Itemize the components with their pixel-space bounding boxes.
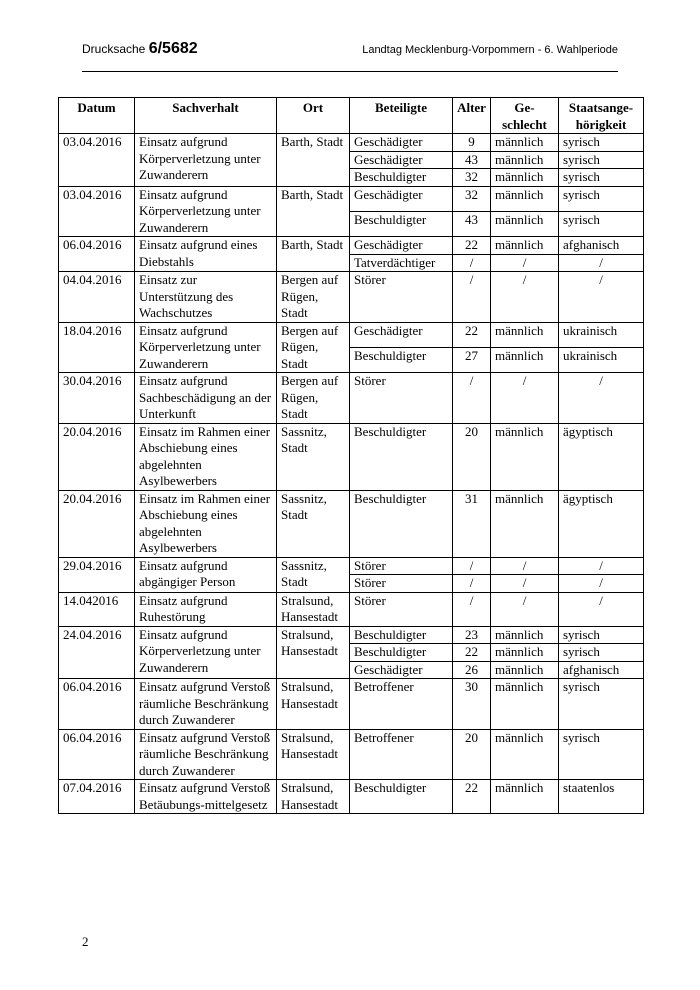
cell-staatsangehoerigkeit: / <box>559 557 644 575</box>
cell-datum: 07.04.2016 <box>59 780 135 814</box>
cell-beteiligte: Beschuldigter <box>350 423 453 490</box>
cell-alter: 20 <box>453 729 491 780</box>
cell-geschlecht: männlich <box>491 644 559 662</box>
cell-ort: Stralsund, Hansestadt <box>277 780 350 814</box>
cell-ort: Stralsund, Hansestadt <box>277 679 350 730</box>
header-divider <box>82 71 618 72</box>
cell-geschlecht: / <box>491 557 559 575</box>
cell-datum: 06.04.2016 <box>59 237 135 272</box>
cell-staatsangehoerigkeit: syrisch <box>559 186 644 211</box>
cell-datum: 29.04.2016 <box>59 557 135 592</box>
cell-ort: Bergen auf Rügen, Stadt <box>277 272 350 323</box>
cell-datum: 20.04.2016 <box>59 490 135 557</box>
cell-datum: 30.04.2016 <box>59 373 135 424</box>
cell-alter: 27 <box>453 347 491 372</box>
cell-beteiligte: Beschuldigter <box>350 644 453 662</box>
cell-alter: 22 <box>453 237 491 255</box>
cell-staatsangehoerigkeit: afghanisch <box>559 661 644 679</box>
cell-datum: 06.04.2016 <box>59 729 135 780</box>
cell-geschlecht: / <box>491 254 559 272</box>
table-row <box>59 780 644 814</box>
cell-geschlecht: männlich <box>491 151 559 169</box>
cell-ort: Stralsund, Hansestadt <box>277 592 350 626</box>
table-body <box>59 134 644 814</box>
parliament-header: Landtag Mecklenburg-Vorpommern - 6. Wahlperiode <box>362 44 618 56</box>
cell-datum: 20.04.2016 <box>59 423 135 490</box>
cell-alter: / <box>453 373 491 424</box>
table-row <box>59 186 644 211</box>
cell-alter: 30 <box>453 679 491 730</box>
cell-staatsangehoerigkeit: / <box>559 272 644 323</box>
cell-alter: / <box>453 557 491 575</box>
col-header-sachverhalt: Sachverhalt <box>135 98 277 134</box>
cell-beteiligte: Betroffener <box>350 679 453 730</box>
col-header-beteiligte: Beteiligte <box>350 98 453 134</box>
cell-beteiligte: Geschädigter <box>350 134 453 152</box>
cell-staatsangehoerigkeit: syrisch <box>559 644 644 662</box>
cell-sachverhalt: Einsatz zur Unterstützung des Wachschutzes <box>135 272 277 323</box>
page-number: 2 <box>82 934 89 949</box>
cell-ort: Sassnitz, Stadt <box>277 423 350 490</box>
cell-staatsangehoerigkeit: syrisch <box>559 679 644 730</box>
cell-ort: Barth, Stadt <box>277 186 350 237</box>
drucksache-label: Drucksache <box>82 42 149 56</box>
cell-sachverhalt: Einsatz im Rahmen einer Abschiebung eines abgelehnten Asylbewerbers <box>135 490 277 557</box>
cell-beteiligte: Betroffener <box>350 729 453 780</box>
cell-ort: Sassnitz, Stadt <box>277 557 350 592</box>
cell-alter: 20 <box>453 423 491 490</box>
table-row <box>59 557 644 575</box>
cell-staatsangehoerigkeit: / <box>559 575 644 593</box>
cell-geschlecht: männlich <box>491 169 559 187</box>
cell-staatsangehoerigkeit: syrisch <box>559 626 644 644</box>
cell-beteiligte: Störer <box>350 557 453 575</box>
cell-geschlecht: / <box>491 272 559 323</box>
cell-geschlecht: männlich <box>491 780 559 814</box>
cell-staatsangehoerigkeit: syrisch <box>559 134 644 152</box>
cell-datum: 14.042016 <box>59 592 135 626</box>
col-header-alter: Alter <box>453 98 491 134</box>
cell-staatsangehoerigkeit: staatenlos <box>559 780 644 814</box>
cell-staatsangehoerigkeit: syrisch <box>559 211 644 236</box>
cell-beteiligte: Geschädigter <box>350 661 453 679</box>
cell-staatsangehoerigkeit: syrisch <box>559 151 644 169</box>
table-row <box>59 679 644 730</box>
cell-beteiligte: Beschuldigter <box>350 626 453 644</box>
cell-beteiligte: Geschädigter <box>350 237 453 255</box>
table-header-row <box>59 98 644 134</box>
cell-alter: 9 <box>453 134 491 152</box>
cell-geschlecht: / <box>491 373 559 424</box>
cell-ort: Stralsund, Hansestadt <box>277 626 350 679</box>
cell-geschlecht: männlich <box>491 729 559 780</box>
cell-staatsangehoerigkeit: afghanisch <box>559 237 644 255</box>
cell-sachverhalt: Einsatz aufgrund abgängiger Person <box>135 557 277 592</box>
table-row <box>59 490 644 557</box>
cell-alter: / <box>453 575 491 593</box>
cell-beteiligte: Tatverdächtiger <box>350 254 453 272</box>
cell-alter: 43 <box>453 151 491 169</box>
col-header-datum: Datum <box>59 98 135 134</box>
cell-beteiligte: Beschuldigter <box>350 169 453 187</box>
cell-datum: 03.04.2016 <box>59 186 135 237</box>
cell-alter: / <box>453 592 491 626</box>
cell-datum: 03.04.2016 <box>59 134 135 187</box>
incident-table <box>58 97 644 814</box>
cell-sachverhalt: Einsatz aufgrund Verstoß Betäubungs-mittelgesetz <box>135 780 277 814</box>
table-row <box>59 729 644 780</box>
cell-datum: 18.04.2016 <box>59 322 135 373</box>
cell-staatsangehoerigkeit: syrisch <box>559 169 644 187</box>
table-row <box>59 134 644 152</box>
cell-staatsangehoerigkeit: ukrainisch <box>559 322 644 347</box>
cell-beteiligte: Störer <box>350 272 453 323</box>
cell-geschlecht: männlich <box>491 490 559 557</box>
cell-beteiligte: Geschädigter <box>350 186 453 211</box>
cell-geschlecht: männlich <box>491 347 559 372</box>
cell-alter: / <box>453 272 491 323</box>
cell-sachverhalt: Einsatz aufgrund Sachbeschädigung an der Unterkunft <box>135 373 277 424</box>
cell-alter: 26 <box>453 661 491 679</box>
cell-ort: Bergen auf Rügen, Stadt <box>277 322 350 373</box>
cell-alter: 32 <box>453 186 491 211</box>
cell-ort: Stralsund, Hansestadt <box>277 729 350 780</box>
cell-geschlecht: / <box>491 575 559 593</box>
cell-geschlecht: männlich <box>491 211 559 236</box>
cell-sachverhalt: Einsatz aufgrund eines Diebstahls <box>135 237 277 272</box>
cell-alter: 22 <box>453 780 491 814</box>
table-row <box>59 423 644 490</box>
cell-staatsangehoerigkeit: / <box>559 592 644 626</box>
cell-alter: 32 <box>453 169 491 187</box>
col-header-staatsangehoerigkeit: Staatsange-hörigkeit <box>559 98 644 134</box>
cell-alter: 31 <box>453 490 491 557</box>
cell-geschlecht: männlich <box>491 423 559 490</box>
cell-beteiligte: Störer <box>350 373 453 424</box>
cell-staatsangehoerigkeit: ägyptisch <box>559 490 644 557</box>
cell-alter: 22 <box>453 644 491 662</box>
table-row <box>59 592 644 626</box>
cell-beteiligte: Störer <box>350 592 453 626</box>
cell-sachverhalt: Einsatz aufgrund Körperverletzung unter Zuwanderern <box>135 134 277 187</box>
cell-geschlecht: männlich <box>491 186 559 211</box>
cell-ort: Bergen auf Rügen, Stadt <box>277 373 350 424</box>
cell-ort: Barth, Stadt <box>277 134 350 187</box>
cell-geschlecht: / <box>491 592 559 626</box>
cell-alter: 23 <box>453 626 491 644</box>
cell-beteiligte: Beschuldigter <box>350 780 453 814</box>
table-row <box>59 237 644 255</box>
cell-alter: 22 <box>453 322 491 347</box>
table-row <box>59 272 644 323</box>
cell-alter: / <box>453 254 491 272</box>
cell-beteiligte: Beschuldigter <box>350 347 453 372</box>
cell-sachverhalt: Einsatz aufgrund Verstoß räumliche Beschränkung durch Zuwanderer <box>135 729 277 780</box>
col-header-geschlecht: Ge-schlecht <box>491 98 559 134</box>
cell-ort: Barth, Stadt <box>277 237 350 272</box>
cell-sachverhalt: Einsatz aufgrund Körperverletzung unter Zuwanderern <box>135 186 277 237</box>
cell-datum: 04.04.2016 <box>59 272 135 323</box>
cell-ort: Sassnitz, Stadt <box>277 490 350 557</box>
cell-beteiligte: Störer <box>350 575 453 593</box>
cell-staatsangehoerigkeit: ukrainisch <box>559 347 644 372</box>
cell-datum: 24.04.2016 <box>59 626 135 679</box>
table-row <box>59 626 644 644</box>
cell-beteiligte: Geschädigter <box>350 151 453 169</box>
cell-beteiligte: Beschuldigter <box>350 490 453 557</box>
cell-staatsangehoerigkeit: / <box>559 373 644 424</box>
cell-alter: 43 <box>453 211 491 236</box>
cell-sachverhalt: Einsatz im Rahmen einer Abschiebung eines abgelehnten Asylbewerbers <box>135 423 277 490</box>
cell-geschlecht: männlich <box>491 322 559 347</box>
drucksache-number: 6/5682 <box>148 40 198 57</box>
cell-sachverhalt: Einsatz aufgrund Körperverletzung unter Zuwanderern <box>135 322 277 373</box>
cell-geschlecht: männlich <box>491 237 559 255</box>
cell-geschlecht: männlich <box>491 679 559 730</box>
cell-datum: 06.04.2016 <box>59 679 135 730</box>
cell-staatsangehoerigkeit: / <box>559 254 644 272</box>
cell-beteiligte: Geschädigter <box>350 322 453 347</box>
cell-beteiligte: Beschuldigter <box>350 211 453 236</box>
cell-staatsangehoerigkeit: syrisch <box>559 729 644 780</box>
cell-geschlecht: männlich <box>491 661 559 679</box>
cell-geschlecht: männlich <box>491 134 559 152</box>
cell-sachverhalt: Einsatz aufgrund Körperverletzung unter Zuwanderern <box>135 626 277 679</box>
document-reference <box>82 40 198 58</box>
table-row <box>59 373 644 424</box>
table-row <box>59 322 644 347</box>
col-header-ort: Ort <box>277 98 350 134</box>
cell-staatsangehoerigkeit: ägyptisch <box>559 423 644 490</box>
cell-sachverhalt: Einsatz aufgrund Ruhestörung <box>135 592 277 626</box>
cell-geschlecht: männlich <box>491 626 559 644</box>
cell-sachverhalt: Einsatz aufgrund Verstoß räumliche Beschränkung durch Zuwanderer <box>135 679 277 730</box>
